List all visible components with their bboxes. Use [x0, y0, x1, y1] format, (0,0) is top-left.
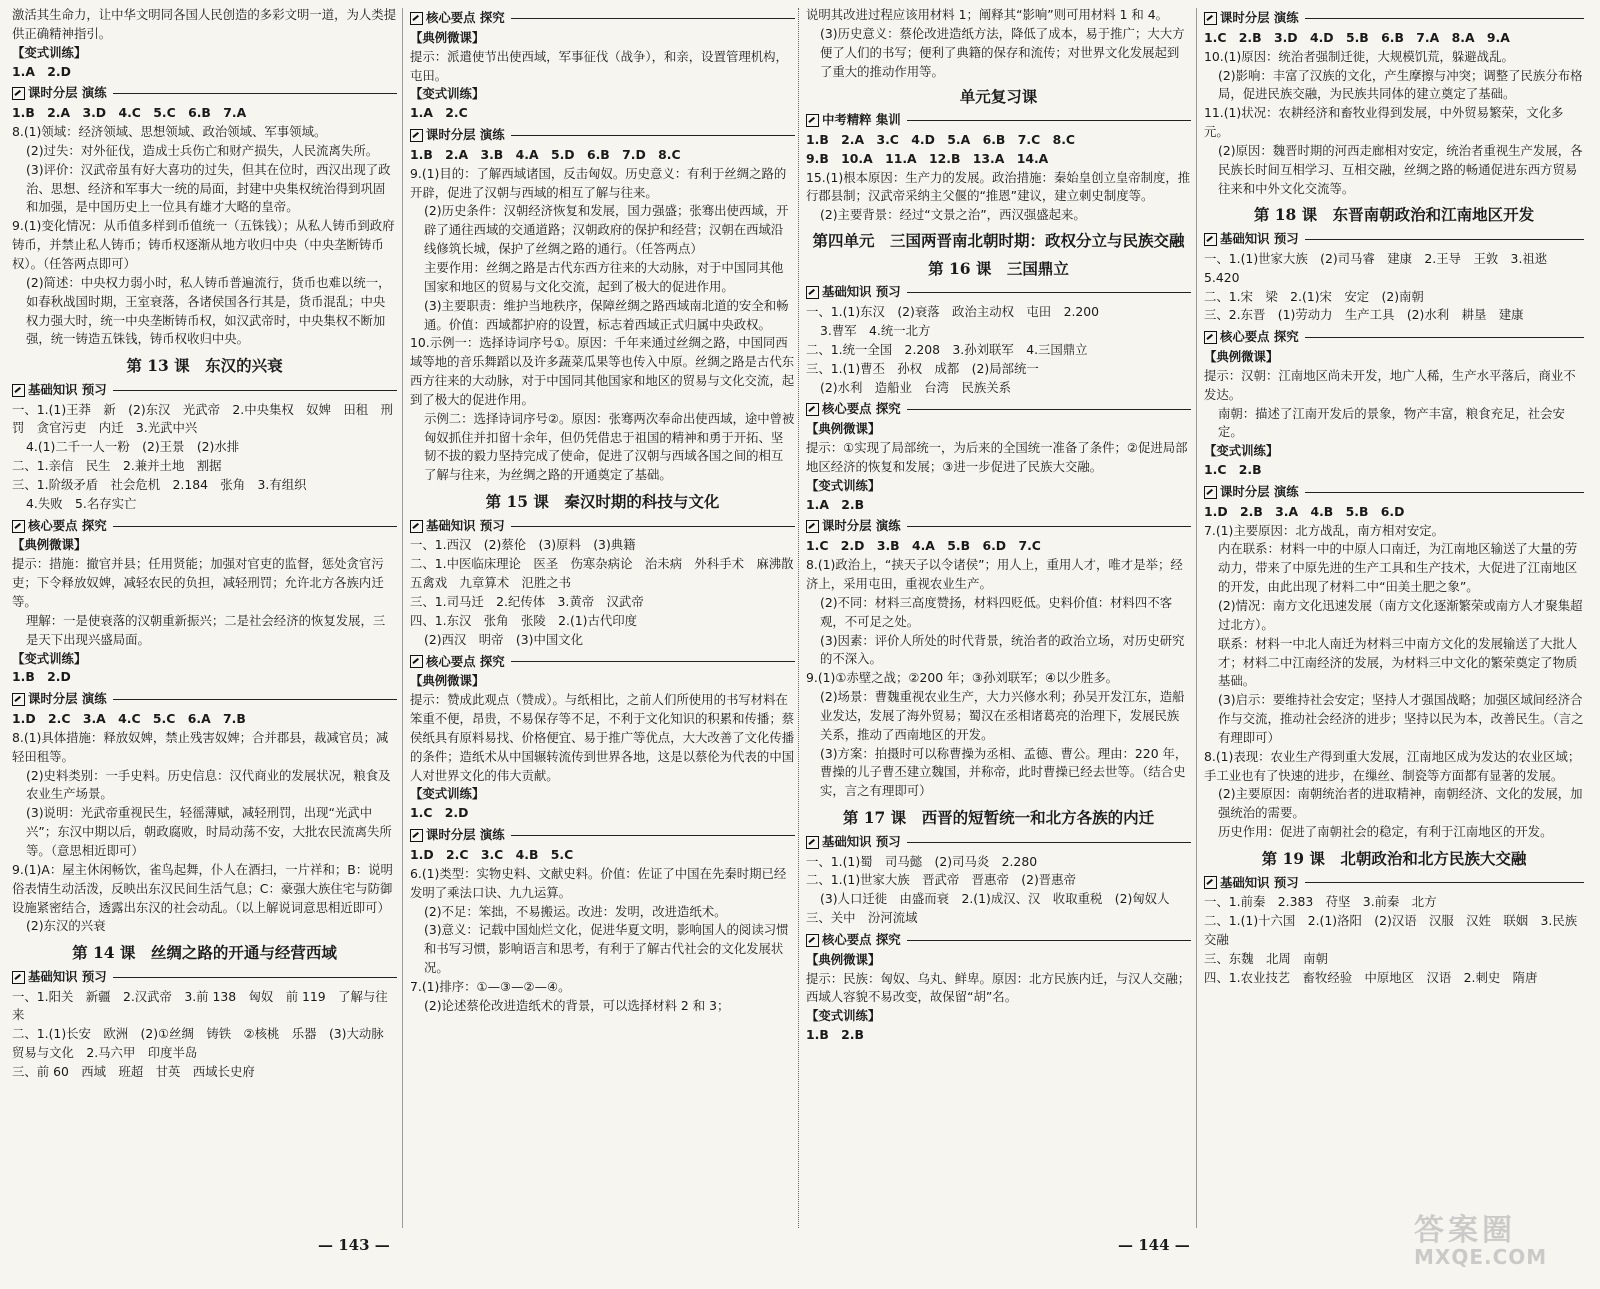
- section-rule: [907, 526, 1191, 527]
- section-rule: [113, 390, 397, 391]
- section-rule: [1305, 18, 1584, 19]
- answer-paragraph: 提示：派遣使节出使西域，军事征伐（战争），和亲，设置管理机构，屯田。: [410, 48, 788, 83]
- answer-key-line: 1.A 2.B: [806, 496, 865, 512]
- unit-title: 单元复习课: [959, 87, 1038, 107]
- checkbox-icon: [1204, 331, 1217, 344]
- subsection-label: 【典例微课】: [12, 537, 87, 553]
- column-4: [1204, 6, 1584, 1231]
- answer-paragraph: (3)方案：拍摄时可以称曹操为丞相、孟德、曹公。理由：220 年，曹操的儿子曹丕建立魏国，并称帝，此时曹操已经去世等。（结合史实，言之有理即可）: [820, 745, 1188, 799]
- answer-paragraph: 9.(1)变化情况：从币值多样到币值统一（五铢钱）；从私人铸币到政府铸币，并禁止私人铸币；铸币权逐渐从地方收归中央（中央垄断铸币权）。（任答两点即可）: [12, 218, 395, 271]
- section-rule: [511, 135, 795, 136]
- answer-paragraph: (2)场景：曹魏重视农业生产，大力兴修水利；孙吴开发江东，造船业发达，发展了海外贸易；蜀汉在丞相诸葛亮的治理下，发展民族关系，推动了西南地区的开发。: [820, 689, 1185, 742]
- section-rule: [907, 120, 1191, 121]
- checkbox-icon: [12, 693, 25, 706]
- answer-paragraph: 二、1.中医临床理论 医圣 伤寒杂病论 治未病 外科手术 麻沸散 五禽戏 九章算术 氾胜之书: [410, 556, 806, 591]
- section-rule: [1305, 337, 1584, 338]
- section-tag-label: 基础知识 预习: [822, 833, 901, 849]
- column-divider: [1196, 8, 1197, 1228]
- answer-paragraph: 9.(1)目的：了解西域诸国，反击匈奴。历史意义：有利于丝绸之路的开辟，促进了汉朝与西域的相互了解与往来。: [410, 165, 787, 200]
- section-tag-label: 课时分层 演练: [1220, 483, 1299, 499]
- checkbox-icon: [410, 520, 423, 533]
- section-rule: [907, 842, 1191, 843]
- answer-paragraph: 三、关中 汾河流域: [806, 910, 918, 926]
- section-rule: [907, 292, 1191, 293]
- answer-key-line: 9.B 10.A 11.A 12.B 13.A 14.A: [806, 150, 1049, 166]
- answer-paragraph: 三、1.阶级矛盾 社会危机 2.184 张角 3.有组织: [12, 476, 307, 492]
- answer-paragraph: 11.(1)状况：农耕经济和畜牧业得到发展，中外贸易繁荣，文化多元。: [1204, 105, 1564, 140]
- subsection-label: 【变式训练】: [12, 650, 87, 666]
- answer-paragraph: (3)启示：要维持社会安定；坚持人才强国战略；加强区域间经济合作与交流，推动社会经济的进步；坚持以民为本，改善民生。（言之有理即可）: [1218, 692, 1584, 745]
- checkbox-icon: [12, 971, 25, 984]
- section-tag: [410, 126, 795, 145]
- lesson-title: 第 13 课 东汉的兴衰: [126, 356, 283, 376]
- answer-paragraph: 三、2.东晋 (1)劳动力 生产工具 (2)水利 耕垦 建康: [1204, 307, 1524, 323]
- section-tag-label: 核心要点 探究: [822, 931, 901, 947]
- watermark-logo-text: 答案圈: [1414, 1213, 1516, 1248]
- section-tag: [12, 381, 397, 400]
- section-rule: [113, 93, 397, 94]
- answer-paragraph: (2)论述蔡伦改进造纸术的背景，可以选择材料 2 和 3；: [424, 997, 730, 1013]
- checkbox-icon: [12, 384, 25, 397]
- lesson-title: 第 15 课 秦汉时期的科技与文化: [485, 492, 720, 512]
- answer-paragraph: (2)影响：丰富了汉族的文化，产生摩擦与冲突；调整了民族分布格局，促进民族交融，为民族共同体的建立奠定了基础。: [1218, 67, 1583, 102]
- answer-paragraph: 四、1.农业技艺 畜牧经验 中原地区 汉语 2.刺史 隋唐: [1204, 969, 1538, 985]
- section-tag-label: 课时分层 演练: [822, 518, 901, 534]
- answer-key-line: 1.C 2.B 3.D 4.D 5.B 6.B 7.A 8.A 9.A: [1204, 29, 1510, 45]
- answer-paragraph: 提示：①实现了局部统一，为后来的全国统一准备了条件；②促进局部地区经济的恢复和发展；③进一步促进了民族大交融。: [806, 440, 1188, 474]
- checkbox-icon: [806, 934, 819, 947]
- answer-paragraph: (2)情况：南方文化迅速发展（南方文化逐渐繁荣或南方人才聚集超过北方）。: [1218, 598, 1583, 632]
- section-rule: [1305, 492, 1584, 493]
- answer-paragraph: (3)历史意义：蔡伦改进造纸方法，降低了成本，易于推广；大大方便了人们的书写；便利了典籍的保存和流传；对世界文化发展起到了重大的推动作用等。: [820, 25, 1185, 79]
- section-rule: [113, 699, 397, 700]
- section-tag-label: 课时分层 演练: [426, 127, 505, 143]
- lesson-title: 第 18 课 东晋南朝政治和江南地区开发: [1253, 205, 1535, 225]
- section-tag-label: 课时分层 演练: [28, 85, 107, 101]
- answer-paragraph: (2)不同：材料三高度赞扬，材料四贬低。史料价值：材料四不客观，不可足之处。: [820, 594, 1173, 629]
- checkbox-icon: [410, 655, 423, 668]
- answer-paragraph: 提示：民族：匈奴、乌丸、鲜卑。原因：北方民族内迁，与汉人交融；西域人容貌不易改变，故保留“胡”名。: [806, 970, 1191, 1005]
- column-1: [12, 6, 397, 1231]
- answer-paragraph: 南朝：描述了江南开发后的景象，物产丰富，粮食充足，社会安定。: [1218, 405, 1565, 440]
- lesson-title: 第 16 课 三国鼎立: [928, 258, 1069, 278]
- answer-key-line: 1.D 2.B 3.A 4.B 5.B 6.D: [1204, 503, 1405, 519]
- unit-title: 第四单元 三国两晋南北朝时期：政权分立与民族交融: [812, 231, 1185, 251]
- answer-paragraph: 三、前 60 西域 班超 甘英 西域长史府: [12, 1063, 255, 1079]
- section-tag-label: 核心要点 探究: [426, 653, 505, 669]
- section-tag: [1204, 483, 1584, 502]
- answer-paragraph: (3)说明：光武帝重视民生，轻徭薄赋，减轻刑罚，出现“光武中兴”；东汉中期以后，朝政腐败，时局动荡不安，大批农民流离失所等。（意思相近即可）: [26, 805, 392, 858]
- checkbox-icon: [806, 520, 819, 533]
- section-rule: [1305, 882, 1584, 883]
- answer-paragraph: 历史作用：促进了南朝社会的稳定，有利于江南地区的开发。: [1218, 824, 1553, 840]
- subsection-label: 【变式训练】: [806, 477, 881, 493]
- answer-key-line: 1.A 2.C: [410, 105, 468, 121]
- column-2: [410, 6, 806, 1231]
- section-tag: [410, 653, 795, 672]
- checkbox-icon: [806, 286, 819, 299]
- section-tag-label: 课时分层 演练: [28, 691, 107, 707]
- section-tag: [806, 833, 1191, 852]
- answer-paragraph: 提示：赞成此观点（赞成）。与纸相比，之前人们所使用的书写材料在笨重不便，昂贵，不易保存等不足，不利于文化知识的积累和传播；蔡侯纸具有原料易找、价格便宜、易于推广等优点，大大改善了文化传播的条件；造纸术从中国辗转流传到世界各地，这是以蔡伦为代表的中国人对世界文化的伟大贡献。: [410, 692, 795, 783]
- answer-paragraph: (2)过失：对外征伐，造成士兵伤亡和财产损失，人民流离失所。: [26, 142, 379, 158]
- answer-paragraph: (2)简述：中央权力弱小时，私人铸币普遍流行，货币也难以统一，如春秋战国时期，王室衰落，各诸侯国各行其是，货币混乱；中央权力强大时，统一中央垄断铸币权，如汉武帝时，中央集权不断加强，统一铸造五铢钱，铸币权收归中央。: [26, 274, 391, 347]
- section-tag: [806, 517, 1191, 536]
- section-tag-label: 基础知识 预习: [822, 284, 901, 300]
- section-tag: [12, 968, 397, 987]
- answer-paragraph: (2)历史条件：汉朝经济恢复和发展，国力强盛；张骞出使西域，开辟了通往西域的交通道路；汉朝政府的保护和经营；汉朝在西域沿线修筑长城，保护了丝绸之路的通行。（任答两点）: [424, 203, 789, 257]
- answer-key-line: 1.D 2.C 3.A 4.C 5.C 6.A 7.B: [12, 711, 246, 727]
- section-tag-label: 课时分层 演练: [1220, 10, 1299, 25]
- section-tag: [410, 9, 795, 28]
- section-rule: [511, 661, 795, 662]
- checkbox-icon: [12, 520, 25, 533]
- checkbox-icon: [1204, 233, 1217, 246]
- section-rule: [113, 977, 397, 978]
- section-tag-label: 基础知识 预习: [28, 381, 107, 397]
- answer-paragraph: (2)水利 造船业 台湾 民族关系: [820, 379, 1012, 395]
- section-tag-label: 基础知识 预习: [28, 968, 107, 984]
- subsection-label: 【典例微课】: [410, 29, 485, 45]
- answer-paragraph: 7.(1)排序：①—③—②—④。: [410, 978, 571, 994]
- answer-paragraph: 主要作用：丝绸之路是古代东西方往来的大动脉，对于中国同其他国家和地区的贸易与文化交流，起到了极大的促进作用。: [424, 259, 784, 294]
- answer-paragraph: 说明其改进过程应该用材料 1；阐释其“影响”则可用材料 1 和 4。: [806, 7, 1169, 22]
- answer-paragraph: 三、1.司马迁 2.纪传体 3.黄帝 汉武帝: [410, 594, 644, 610]
- subsection-label: 【典例微课】: [1204, 349, 1279, 365]
- answer-key-line: 1.D 2.C 3.C 4.B 5.C: [410, 846, 574, 862]
- answer-paragraph: 10.示例一：选择诗词序号①。原因：千年来通过丝绸之路，中国同西域等地的音乐舞蹈以及许多蔬菜瓜果等也传入中原。丝绸之路是古代东西方往来的大动脉，对于中国同其他国家和地区的贸易与文化交流，起到了极大的促进作用。: [410, 335, 795, 407]
- section-tag: [1204, 230, 1584, 249]
- answer-paragraph: 一、1.西汉 (2)蔡伦 (3)原料 (3)典籍: [410, 537, 636, 553]
- answer-paragraph: 三、东魏 北周 南朝: [1204, 950, 1328, 966]
- checkbox-icon: [410, 12, 423, 25]
- site-watermark: [1414, 1205, 1584, 1275]
- answer-paragraph: 二、1.宋 梁 2.(1)宋 安定 (2)南朝: [1204, 288, 1424, 304]
- answer-key-line: 1.C 2.B: [1204, 462, 1262, 478]
- section-tag: [806, 283, 1191, 302]
- checkbox-icon: [806, 836, 819, 849]
- checkbox-icon: [1204, 876, 1217, 889]
- answer-key-line: 1.B 2.A 3.B 4.A 5.D 6.B 7.D 8.C: [410, 146, 681, 162]
- answer-paragraph: 提示：措施：撤官并县；任用贤能；加强对官吏的监督，惩处贪官污吏；下令释放奴婢，减轻农民的负担，减轻刑罚；允许北方各族内迁等。: [12, 556, 384, 610]
- answer-paragraph: 9.(1)A：屋主休闲畅饮，雀鸟起舞，仆人在酒扫，一片祥和；B：说明俗表情生动活泼，反映出东汉民间生活气息；C：豪强大族住宅与防御设施紧密结合，透露出东汉的社会动乱。（以上解说词意思相近即可）: [12, 861, 393, 915]
- subsection-label: 【典例微课】: [806, 421, 881, 437]
- answer-paragraph: 8.(1)政治上，“挟天子以令诸侯”；用人上，重用人才，唯才是举；经济上，采用屯田，重视农业生产。: [806, 557, 1183, 592]
- answer-paragraph: 一、1.(1)世家大族 (2)司马睿 建康 2.王导 王敦 3.祖逖 5.420: [1204, 250, 1560, 285]
- section-tag-label: 核心要点 探究: [28, 517, 107, 533]
- answer-paragraph: 一、1.前秦 2.383 苻坚 3.前秦 北方: [1204, 894, 1437, 910]
- answer-paragraph: 二、1.(1)长安 欧洲 (2)①丝绸 铸铁 ②核桃 乐器 (3)大动脉 贸易与文化 2.马六甲 印度半岛: [12, 1026, 397, 1061]
- section-tag: [806, 931, 1191, 950]
- answer-paragraph: 9.(1)①赤壁之战；②200 年；③孙刘联军；④以少胜多。: [806, 670, 1119, 686]
- section-tag-label: 核心要点 探究: [1220, 329, 1299, 345]
- answer-paragraph: 提示：汉朝：江南地区尚未开发，地广人稀，生产水平落后，商业不发达。: [1204, 367, 1576, 402]
- answer-paragraph: 一、1.(1)蜀 司马懿 (2)司马炎 2.280: [806, 853, 1038, 869]
- answer-paragraph: 4.(1)二千一人一粉 (2)王景 (2)水排: [26, 439, 240, 455]
- checkbox-icon: [1204, 486, 1217, 499]
- answer-key-line: 1.A 2.D: [12, 63, 71, 79]
- answer-paragraph: (2)主要原因：南朝统治者的进取精神，南朝经济、文化的发展，加强统治的需要。: [1218, 786, 1583, 821]
- subsection-label: 【变式训练】: [806, 1008, 881, 1024]
- answer-key-line: 1.C 2.D: [410, 805, 469, 821]
- subsection-label: 【变式训练】: [12, 44, 87, 60]
- section-rule: [907, 940, 1191, 941]
- checkbox-icon: [410, 829, 423, 842]
- answer-paragraph: (3)意义：记载中国灿烂文化，促进华夏文明，影响国人的阅读习惯和书写习惯，影响语言和思考，有利于了解古代社会的文化发展状况。: [424, 922, 789, 976]
- answer-paragraph: (2)主要背景：经过“文景之治”，西汉强盛起来。: [820, 207, 1086, 223]
- section-tag: [410, 826, 795, 845]
- lesson-title: 第 17 课 西晋的短暂统一和北方各族的内迁: [842, 808, 1155, 828]
- answer-paragraph: 二、1.亲信 民生 2.兼并土地 割据: [12, 458, 222, 474]
- section-rule: [511, 18, 795, 19]
- answer-paragraph: 四、1.东汉 张角 张陵 2.(1)古代印度: [410, 612, 638, 628]
- section-tag-label: 核心要点 探究: [822, 401, 901, 417]
- answer-paragraph: 一、1.(1)东汉 (2)衰落 政治主动权 屯田 2.200: [806, 304, 1100, 320]
- answer-paragraph: 联系：材料一中北人南迁为材料三中南方文化的发展输送了大批人才；材料二中江南经济的发展，为材料三中文化的繁荣奠定了物质基础。: [1218, 635, 1578, 689]
- answer-paragraph: 4.失败 5.名存实亡: [26, 495, 137, 511]
- checkbox-icon: [806, 403, 819, 416]
- answer-paragraph: (2)东汉的兴衰: [26, 918, 106, 934]
- answer-paragraph: 二、1.(1)十六国 2.(1)洛阳 (2)汉语 汉服 汉姓 联姻 3.民族交融: [1204, 913, 1578, 948]
- section-tag: [806, 400, 1191, 419]
- subsection-label: 【变式训练】: [410, 786, 485, 802]
- section-tag-label: 课时分层 演练: [426, 827, 505, 843]
- answer-paragraph: 三、1.(1)曹丕 孙权 成都 (2)局部统一: [806, 360, 1039, 376]
- subsection-label: 【典例微课】: [806, 951, 881, 967]
- answer-paragraph: 二、1.统一全国 2.208 3.孙刘联军 4.三国鼎立: [806, 341, 1088, 357]
- section-tag: [410, 517, 795, 536]
- answer-paragraph: 3.曹军 4.统一北方: [820, 323, 931, 339]
- lesson-title: 第 19 课 北朝政治和北方民族大交融: [1261, 848, 1527, 868]
- answer-paragraph: (3)人口迁徙 由盛而衰 2.(1)成汉、汉 收取重税 (2)匈奴人: [820, 891, 1170, 907]
- answer-paragraph: 激活其生命力，让中华文明同各国人民创造的多彩文明一道，为人类提供正确精神指引。: [12, 7, 397, 41]
- answer-key-line: 1.B 2.D: [12, 669, 71, 685]
- subsection-label: 【变式训练】: [1204, 443, 1279, 459]
- section-tag-label: 中考精粹 集训: [822, 112, 901, 128]
- answer-paragraph: 7.(1)主要原因：北方战乱，南方相对安定。: [1204, 522, 1445, 538]
- section-tag: [1204, 874, 1584, 893]
- section-rule: [511, 526, 795, 527]
- checkbox-icon: [410, 129, 423, 142]
- section-tag: [1204, 9, 1584, 28]
- answer-key-line: 1.B 2.A 3.C 4.D 5.A 6.B 7.C 8.C: [806, 131, 1075, 147]
- checkbox-icon: [806, 114, 819, 127]
- answer-paragraph: 10.(1)原因：统治者强制迁徙，大规模饥荒，躲避战乱。: [1204, 48, 1514, 64]
- answer-paragraph: (2)史料类别：一手史料。历史信息：汉代商业的发展状况，粮食及农业生产场景。: [26, 767, 391, 802]
- column-divider: [402, 8, 403, 1228]
- answer-paragraph: (2)西汉 明帝 (3)中国文化: [424, 631, 584, 647]
- answer-paragraph: 6.(1)类型：实物史料、文献史料。价值：佐证了中国在先秦时期已经发明了乘法口诀、九九运算。: [410, 865, 787, 900]
- checkbox-icon: [12, 87, 25, 100]
- answer-paragraph: 理解：一是使衰落的汉朝重新振兴；二是社会经济的恢复发展，三是天下出现兴盛局面。: [26, 612, 386, 647]
- answer-paragraph: 一、1.(1)王莽 新 (2)东汉 光武帝 2.中央集权 奴婢 田租 刑罚 贪官污吏 内迁 3.光武中兴: [12, 401, 393, 436]
- page-number-right: — 144 —: [1118, 1236, 1190, 1254]
- answer-key-line: 1.B 2.B: [806, 1027, 864, 1043]
- answer-paragraph: 8.(1)领域：经济领域、思想领域、政治领域、军事领域。: [12, 124, 327, 140]
- answer-paragraph: (3)评价：汉武帝虽有好大喜功的过失，但其在位时，西汉出现了政治、思想、经济和军事大一统的局面，封建中央集权统治得到巩固和加强，是中国历史上一位具有雄才大略的皇帝。: [26, 161, 391, 215]
- section-tag: [806, 111, 1191, 130]
- lesson-title: 第 14 课 丝绸之路的开通与经营西域: [72, 943, 337, 963]
- answer-paragraph: 内在联系：材料一中的中原人口南迁，为江南地区输送了大量的劳动力，带来了中原先进的生产工具和生产技术，大促进了江南地区的开发，由此出现了材料二中“田美土肥之象”。: [1218, 541, 1578, 595]
- answer-paragraph: (3)主要职责：维护当地秩序，保障丝绸之路西域南北道的安全和畅通。价值：西域都护府的设置，标志着西域正式归属中央政权。: [424, 297, 789, 332]
- section-tag-label: 基础知识 预习: [1220, 230, 1299, 246]
- answer-paragraph: 8.(1)具体措施：释放奴婢，禁止残害奴婢；合并郡县，裁减官员；减轻田租等。: [12, 729, 389, 764]
- section-tag-label: 核心要点 探究: [426, 10, 505, 25]
- answer-paragraph: (2)原因：魏晋时期的河西走廊相对安定，统治者重视生产发展，各民族长时间互相学习、互相交融，丝绸之路的畅通促进东西方贸易往来和中外文化交流等。: [1218, 142, 1583, 196]
- watermark-domain: MXQE.COM: [1414, 1245, 1548, 1269]
- section-rule: [113, 526, 397, 527]
- column-3: [806, 6, 1191, 1231]
- page-number-left: — 143 —: [318, 1236, 390, 1254]
- answer-paragraph: (2)不足：笨拙，不易搬运。改进：发明，改进造纸术。: [424, 903, 727, 919]
- answer-key-line: 1.C 2.D 3.B 4.A 5.B 6.D 7.C: [806, 538, 1041, 554]
- section-rule: [1305, 239, 1584, 240]
- section-rule: [511, 835, 795, 836]
- answer-paragraph: 二、1.(1)世家大族 晋武帝 晋惠帝 (2)晋惠帝: [806, 872, 1076, 888]
- answer-paragraph: (3)因素：评价人所处的时代背景，统治者的政治立场，对历史研究的不深入。: [820, 632, 1185, 667]
- answer-key-line: 1.B 2.A 3.D 4.C 5.C 6.B 7.A: [12, 105, 247, 121]
- answer-paragraph: 一、1.阳关 新疆 2.汉武帝 3.前 138 匈奴 前 119 了解与往来: [12, 988, 388, 1023]
- section-rule: [907, 409, 1191, 410]
- section-tag: [12, 690, 397, 709]
- subsection-label: 【变式训练】: [410, 86, 485, 102]
- section-tag: [12, 84, 397, 103]
- section-tag: [12, 517, 397, 536]
- answer-paragraph: 示例二：选择诗词序号②。原因：张骞两次奉命出使西域，途中曾被匈奴抓住并扣留十余年，但仍凭借忠于祖国的精神和勇于开拓、坚韧不拔的毅力坚持完成了使命，促进了汉朝与西域各国之间的相互了解与往来，为丝绸之路的开通奠定了基础。: [424, 410, 795, 483]
- section-tag-label: 基础知识 预习: [426, 517, 505, 533]
- section-tag-label: 基础知识 预习: [1220, 874, 1299, 890]
- section-tag: [1204, 328, 1584, 347]
- checkbox-icon: [1204, 12, 1217, 25]
- answer-paragraph: 8.(1)表现：农业生产得到重大发展，江南地区成为发达的农业区域；手工业也有了快速的进步，在缫丝、制瓷等方面都有显著的发展。: [1204, 748, 1581, 783]
- gutter-divider: [798, 8, 799, 1228]
- subsection-label: 【典例微课】: [410, 673, 485, 689]
- answer-paragraph: 15.(1)根本原因：生产力的发展。政治措施：秦始皇创立皇帝制度，推行郡县制；汉武帝采纳主父偃的“推恩”建议，建立刺史制度等。: [806, 169, 1191, 204]
